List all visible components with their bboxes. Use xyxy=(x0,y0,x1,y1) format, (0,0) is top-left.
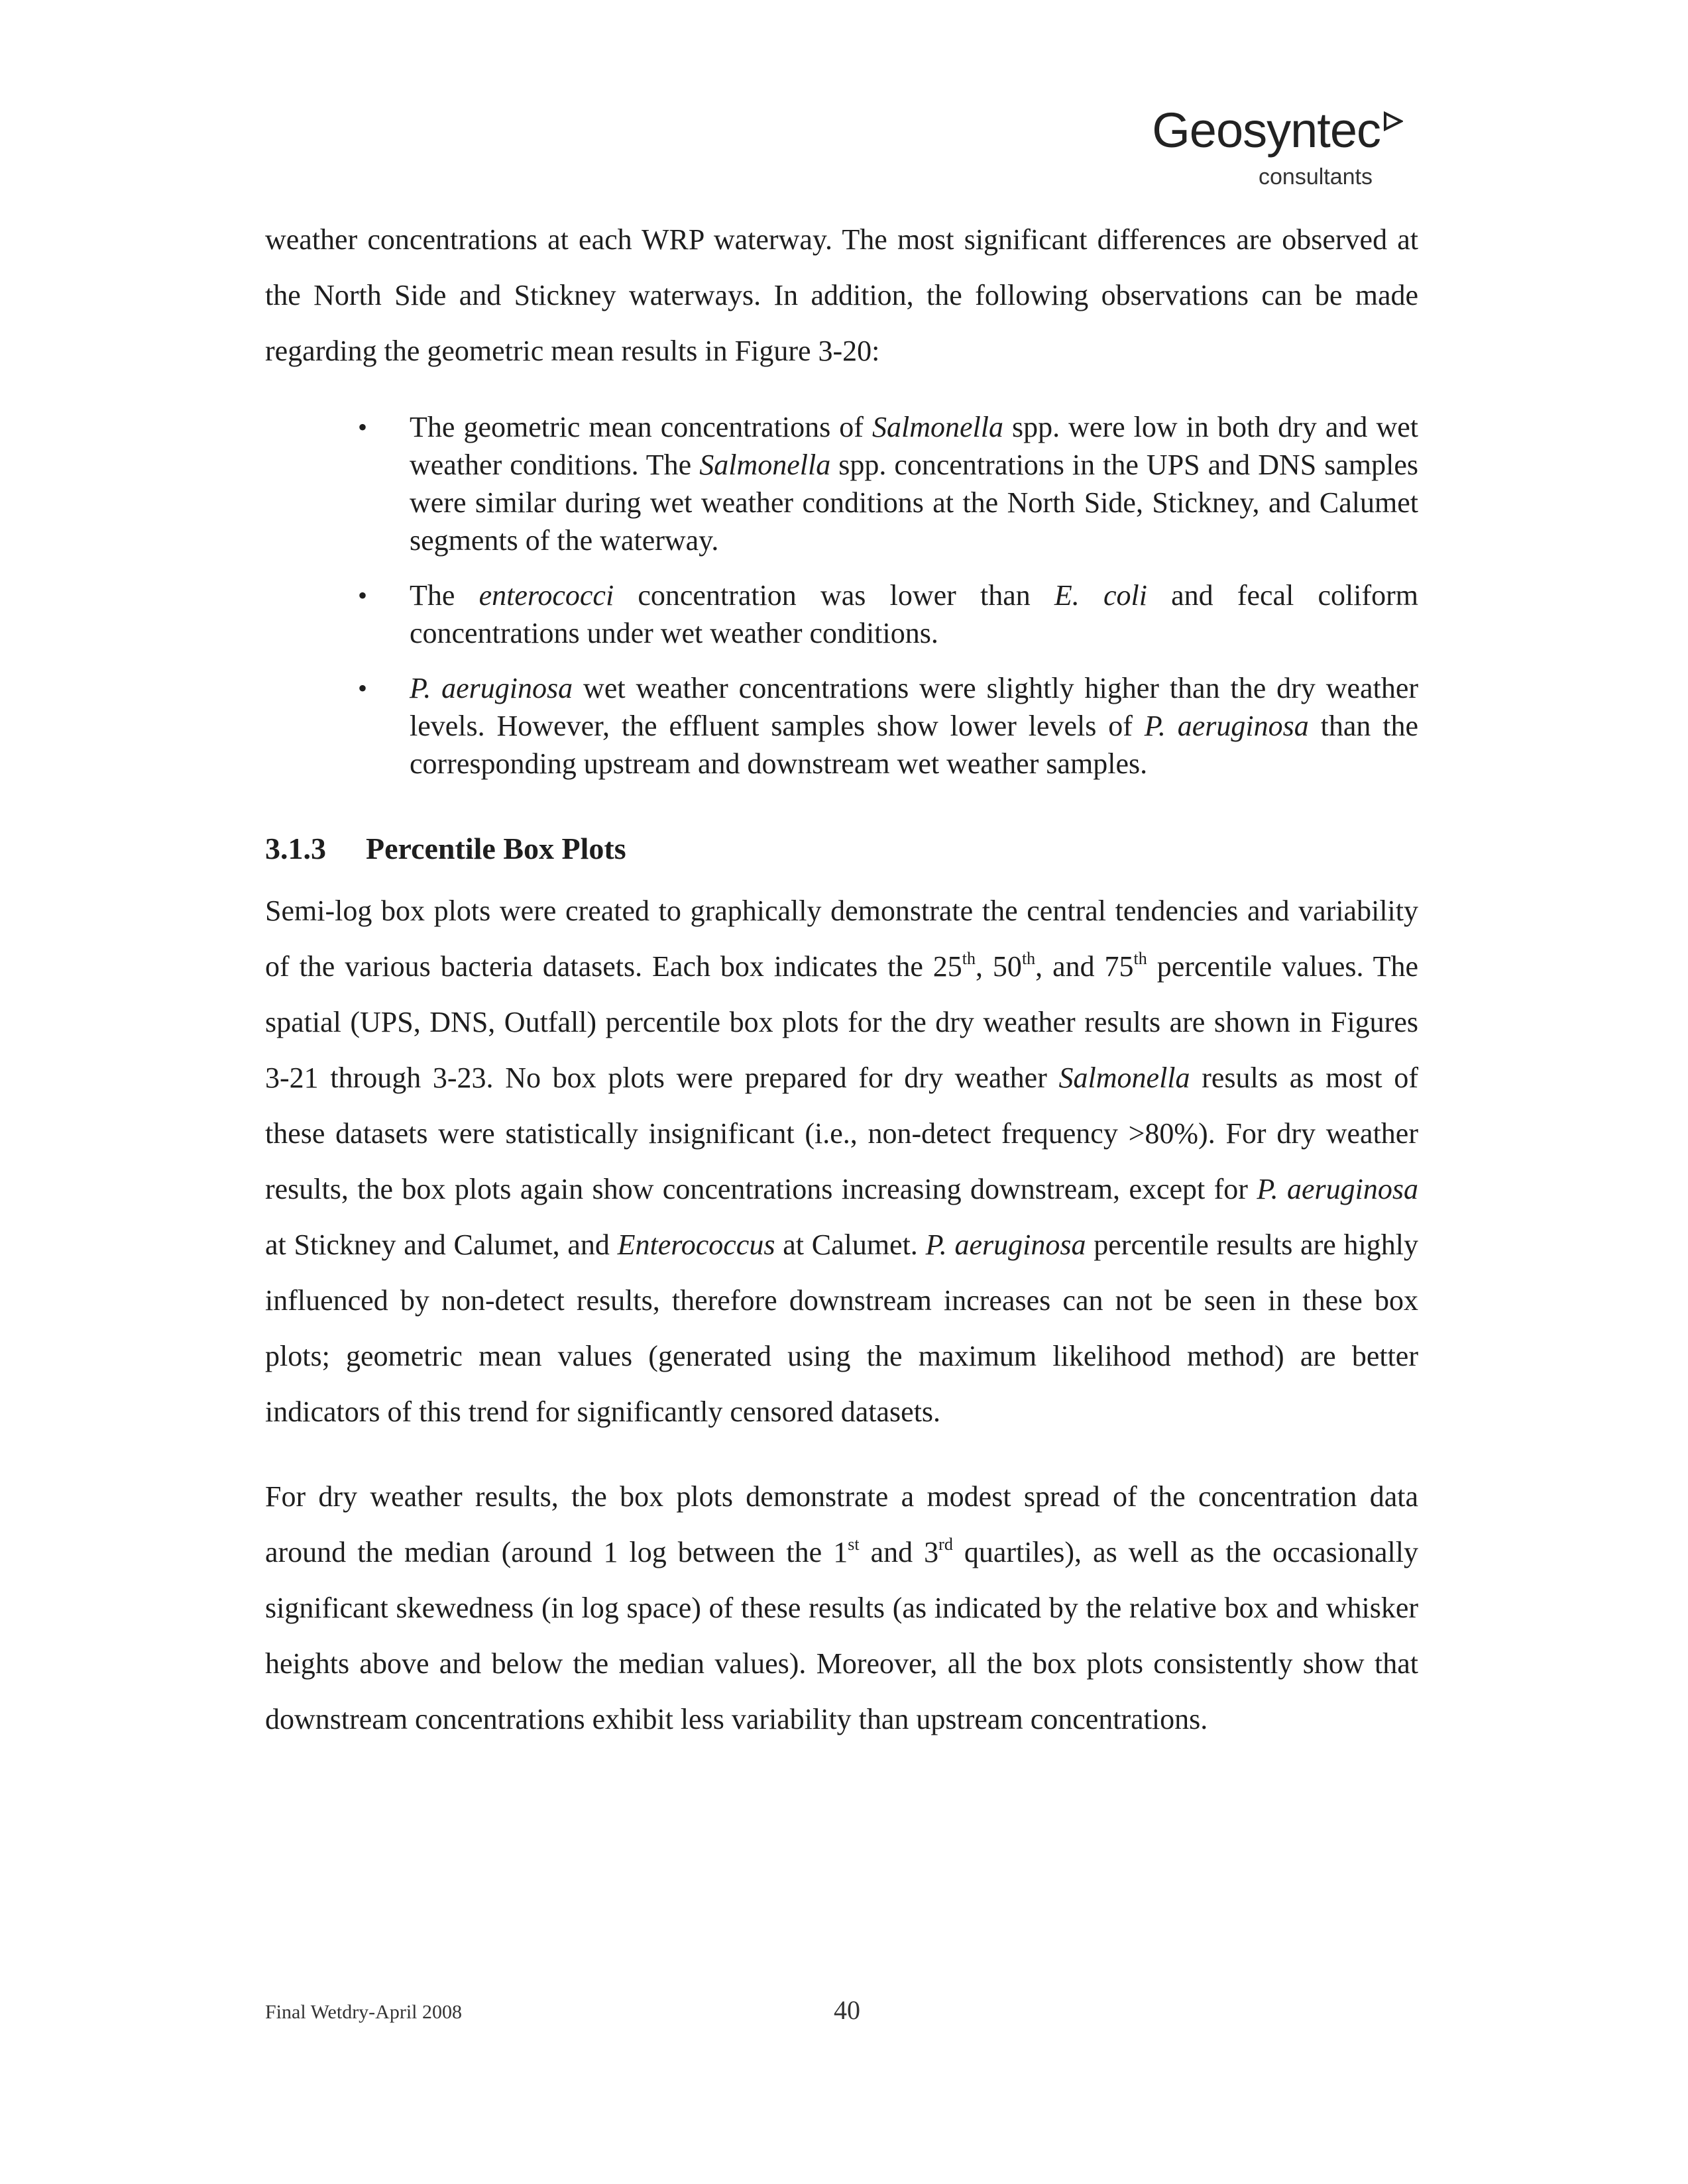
text-run: , 50 xyxy=(976,950,1022,983)
logo-subtext: consultants xyxy=(1259,164,1373,190)
text-run: at Stickney and Calumet, and xyxy=(265,1228,618,1261)
list-item xyxy=(265,576,1418,652)
main-content xyxy=(265,212,1418,1747)
text-run: Semi-log box plots were created to graphically demonstrate the central tendencies and variability of the various bacteria datasets. Each box indicates the 25 xyxy=(265,895,1418,983)
text-run: For dry weather results, the box plots demonstrate a modest spread of the concentration data around the median (around 1 log between the 1 xyxy=(265,1480,1418,1568)
italic-term: Salmonella xyxy=(699,449,831,481)
list-item xyxy=(265,669,1418,783)
spread-paragraph xyxy=(265,1469,1418,1747)
text-run: than the corresponding upstream and downstream wet weather samples. xyxy=(410,710,1418,780)
text-run: percentile results are highly influenced by non-detect results, therefore downstream increases can not be seen in these box plots; geometric mean values (generated using the maximum likelihood method) are better indicators of this trend for significantly censored datasets. xyxy=(265,1228,1419,1428)
box-plots-paragraph xyxy=(265,883,1418,1440)
text-run: results as most of these datasets were statistically insignificant (i.e., non-detect frequency >80%). For dry weather results, the box plots again show concentrations increasing downstream, except for xyxy=(265,1062,1418,1205)
superscript: th xyxy=(1133,949,1147,968)
list-item xyxy=(265,408,1418,559)
italic-term: enterococci xyxy=(478,579,614,612)
geosyntec-logo xyxy=(1152,103,1403,190)
bullet-marker: • xyxy=(358,412,368,442)
italic-term: P. aeruginosa xyxy=(1144,710,1309,742)
text-run: , and 75 xyxy=(1035,950,1134,983)
text-run: spp. were low in both dry and wet weather conditions. The xyxy=(410,411,1418,481)
italic-term: Salmonella xyxy=(872,411,1003,443)
intro-paragraph: weather concentrations at each WRP waterway. The most significant differences are observed at the North Side and Stickney waterways. In addition, the following observations can be made regarding the geometric mean results in Figure 3-20: xyxy=(265,223,1418,367)
text-run: and fecal coliform concentrations under wet weather conditions. xyxy=(410,579,1418,649)
text-run: at Calumet. xyxy=(775,1228,926,1261)
logo-triangle-icon xyxy=(1383,111,1403,135)
italic-term: P. aeruginosa xyxy=(1257,1173,1418,1205)
text-run: quartiles), as well as the occasionally significant skewedness (in log space) of these results (as indicated by the relative box and whisker heights above and below the median values). Moreover, all the box plots consistently show that downstream concentrations exhibit less variability than upstream concentrations. xyxy=(265,1536,1418,1735)
italic-term: E. coli xyxy=(1054,579,1147,612)
text-run: concentration was lower than xyxy=(614,579,1054,612)
logo-wordmark: Geosyntec xyxy=(1152,103,1380,158)
text-run: spp. concentrations in the UPS and DNS samples were similar during wet weather conditions at the North Side, Stickney, and Calumet segments of the waterway. xyxy=(410,449,1418,557)
section-title: Percentile Box Plots xyxy=(366,832,626,865)
superscript: th xyxy=(1021,949,1036,968)
section-heading xyxy=(265,829,1418,869)
italic-term: P. aeruginosa xyxy=(410,672,573,704)
italic-term: P. aeruginosa xyxy=(925,1228,1086,1261)
superscript: rd xyxy=(938,1535,953,1554)
text-run: percentile values. The spatial (UPS, DNS, Outfall) percentile box plots for the dry weather results are shown in Figures 3-21 through 3-23. No box plots were prepared for dry weather xyxy=(265,950,1418,1094)
superscript: th xyxy=(962,949,976,968)
italic-term: Enterococcus xyxy=(617,1228,775,1261)
text-run: and 3 xyxy=(859,1536,939,1568)
bullet-marker: • xyxy=(358,673,368,703)
text-run: The geometric mean concentrations of xyxy=(410,411,872,443)
section-number: 3.1.3 xyxy=(265,832,326,865)
observations-list xyxy=(265,408,1418,783)
bullet-marker: • xyxy=(358,580,368,610)
text-run: wet weather concentrations were slightly higher than the dry weather levels. However, the effluent samples show lower levels of xyxy=(410,672,1418,742)
page-number: 40 xyxy=(834,1995,860,2025)
italic-term: Salmonella xyxy=(1058,1062,1190,1094)
text-run: The xyxy=(410,579,479,612)
footer-document-label: Final Wetdry-April 2008 xyxy=(265,2001,462,2023)
superscript: st xyxy=(848,1535,860,1554)
